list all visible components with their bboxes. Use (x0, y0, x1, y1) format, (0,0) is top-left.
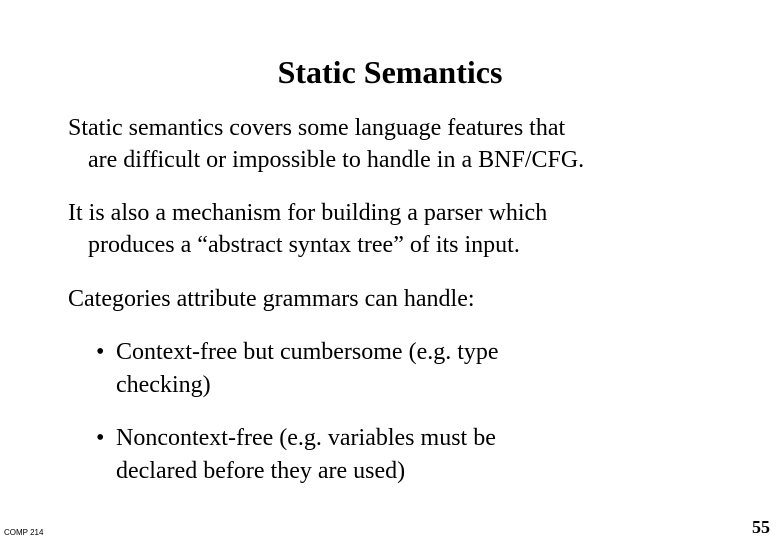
bullet-marker: • (96, 425, 105, 451)
paragraph-line: produces a “abstract syntax tree” of its input. (88, 232, 520, 258)
bullet-item-context-free (96, 336, 656, 402)
footer-course-label: COMP 214 (4, 528, 44, 537)
paragraph-line: are difficult or impossible to handle in a BNF/CFG. (88, 147, 585, 173)
bullet-marker: • (96, 339, 105, 365)
bullet-line: checking) (116, 372, 211, 398)
bullet-line: declared before they are used) (116, 458, 406, 484)
bullet-item-noncontext-free (96, 422, 656, 488)
paragraph-categories (68, 283, 728, 315)
bullet-line: Noncontext-free (e.g. variables must be (116, 425, 496, 451)
slide-title: Static Semantics (277, 54, 503, 90)
paragraph-line: It is also a mechanism for building a parser which (68, 200, 548, 226)
paragraph-line: Static semantics covers some language features that (68, 115, 566, 141)
bullet-line: Context-free but cumbersome (e.g. type (116, 339, 499, 365)
paragraph-static-semantics (68, 112, 728, 176)
paragraph-parser-mechanism (68, 197, 728, 261)
paragraph-line: Categories attribute grammars can handle: (68, 286, 475, 312)
page-number: 55 (752, 517, 770, 537)
